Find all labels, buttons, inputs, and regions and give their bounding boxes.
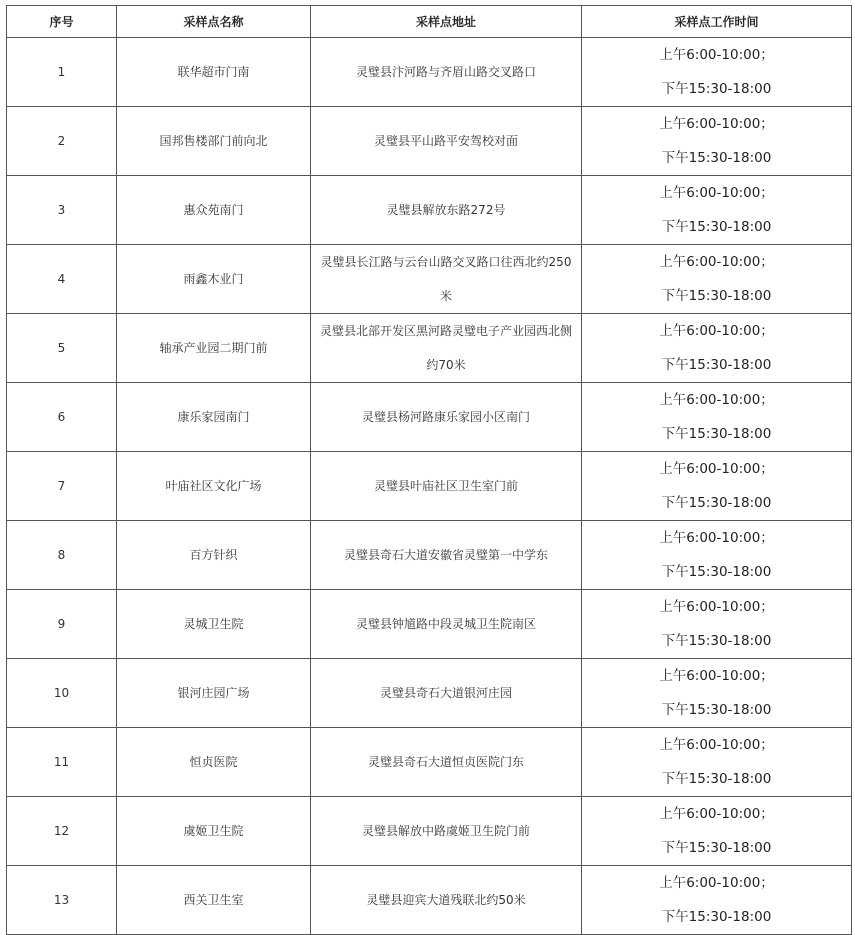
cell-site-address	[311, 107, 582, 176]
cell-site-name: 西关卫生室	[117, 866, 311, 935]
cell-working-hours	[582, 590, 852, 659]
cell-site-address	[311, 797, 582, 866]
cell-site-name: 灵城卫生院	[117, 590, 311, 659]
table-row	[7, 728, 852, 797]
afternoon-hours: 下午15:30-18:00	[661, 840, 772, 856]
morning-hours: 上午6:00-10:00；	[659, 599, 774, 615]
afternoon-hours: 下午15:30-18:00	[661, 357, 772, 373]
afternoon-hours: 下午15:30-18:00	[661, 633, 772, 649]
cell-site-address	[311, 38, 582, 107]
table-row	[7, 797, 852, 866]
cell-site-name: 雨鑫木业门	[117, 245, 311, 314]
site-address-text: 灵璧县解放中路虞姬卫生院门前	[361, 824, 530, 838]
cell-site-address	[311, 314, 582, 383]
cell-serial-number: 7	[7, 452, 117, 521]
cell-site-name: 恒贞医院	[117, 728, 311, 797]
cell-serial-number: 12	[7, 797, 117, 866]
cell-site-address	[311, 521, 582, 590]
afternoon-hours: 下午15:30-18:00	[661, 81, 772, 97]
afternoon-hours: 下午15:30-18:00	[661, 495, 772, 511]
cell-site-address	[311, 659, 582, 728]
cell-site-address	[311, 245, 582, 314]
cell-working-hours	[582, 659, 852, 728]
morning-hours: 上午6:00-10:00；	[659, 185, 774, 201]
cell-working-hours	[582, 452, 852, 521]
cell-site-name: 联华超市门南	[117, 38, 311, 107]
cell-site-address	[311, 728, 582, 797]
table-row	[7, 176, 852, 245]
afternoon-hours: 下午15:30-18:00	[661, 219, 772, 235]
cell-working-hours	[582, 245, 852, 314]
header-site-name: 采样点名称	[117, 6, 311, 38]
morning-hours: 上午6:00-10:00；	[659, 392, 774, 408]
site-address-text: 灵璧县平山路平安驾校对面	[373, 134, 518, 148]
cell-site-name: 国邦售楼部门前向北	[117, 107, 311, 176]
cell-serial-number: 11	[7, 728, 117, 797]
afternoon-hours: 下午15:30-18:00	[661, 564, 772, 580]
cell-site-name: 百方针织	[117, 521, 311, 590]
cell-serial-number: 9	[7, 590, 117, 659]
header-working-hours: 采样点工作时间	[582, 6, 852, 38]
site-address-text: 灵璧县奇石大道安徽省灵璧第一中学东	[343, 548, 548, 562]
table-header-row	[7, 6, 852, 38]
table-row	[7, 314, 852, 383]
cell-site-address	[311, 452, 582, 521]
table-row	[7, 521, 852, 590]
header-serial-number: 序号	[7, 6, 117, 38]
cell-serial-number: 8	[7, 521, 117, 590]
morning-hours: 上午6:00-10:00；	[659, 737, 774, 753]
cell-serial-number: 4	[7, 245, 117, 314]
cell-working-hours	[582, 383, 852, 452]
table-row	[7, 245, 852, 314]
cell-site-name: 虞姬卫生院	[117, 797, 311, 866]
site-address-text: 灵璧县奇石大道恒贞医院门东	[367, 755, 524, 769]
cell-serial-number: 3	[7, 176, 117, 245]
cell-site-name: 轴承产业园二期门前	[117, 314, 311, 383]
table-row	[7, 659, 852, 728]
cell-serial-number: 2	[7, 107, 117, 176]
table-row	[7, 866, 852, 935]
cell-serial-number: 5	[7, 314, 117, 383]
site-address-text: 灵璧县北部开发区黑河路灵璧电子产业园西北侧约70米	[319, 324, 572, 372]
cell-working-hours	[582, 38, 852, 107]
site-address-text: 灵璧县奇石大道银河庄园	[379, 686, 512, 700]
afternoon-hours: 下午15:30-18:00	[661, 150, 772, 166]
morning-hours: 上午6:00-10:00；	[659, 461, 774, 477]
site-address-text: 灵璧县长江路与云台山路交叉路口往西北约250米	[320, 255, 572, 303]
cell-site-name: 叶庙社区文化广场	[117, 452, 311, 521]
table-row	[7, 38, 852, 107]
cell-site-address	[311, 866, 582, 935]
cell-site-name: 银河庄园广场	[117, 659, 311, 728]
morning-hours: 上午6:00-10:00；	[659, 530, 774, 546]
cell-serial-number: 1	[7, 38, 117, 107]
cell-working-hours	[582, 797, 852, 866]
cell-working-hours	[582, 521, 852, 590]
afternoon-hours: 下午15:30-18:00	[661, 702, 772, 718]
cell-site-address	[311, 383, 582, 452]
site-address-text: 灵璧县解放东路272号	[386, 203, 506, 217]
site-address-text: 灵璧县汴河路与齐眉山路交叉路口	[355, 65, 536, 79]
morning-hours: 上午6:00-10:00；	[659, 116, 774, 132]
afternoon-hours: 下午15:30-18:00	[661, 771, 772, 787]
cell-site-name: 惠众苑南门	[117, 176, 311, 245]
table-row	[7, 590, 852, 659]
morning-hours: 上午6:00-10:00；	[659, 323, 774, 339]
cell-serial-number: 10	[7, 659, 117, 728]
cell-working-hours	[582, 728, 852, 797]
cell-working-hours	[582, 866, 852, 935]
table-row	[7, 383, 852, 452]
cell-working-hours	[582, 314, 852, 383]
cell-serial-number: 13	[7, 866, 117, 935]
afternoon-hours: 下午15:30-18:00	[661, 288, 772, 304]
cell-serial-number: 6	[7, 383, 117, 452]
site-address-text: 灵璧县叶庙社区卫生室门前	[373, 479, 518, 493]
morning-hours: 上午6:00-10:00；	[659, 47, 774, 63]
morning-hours: 上午6:00-10:00；	[659, 806, 774, 822]
table-row	[7, 452, 852, 521]
morning-hours: 上午6:00-10:00；	[659, 254, 774, 270]
site-address-text: 灵璧县杨河路康乐家园小区南门	[361, 410, 530, 424]
site-address-text: 灵璧县迎宾大道残联北约50米	[366, 893, 526, 907]
morning-hours: 上午6:00-10:00；	[659, 668, 774, 684]
header-site-address: 采样点地址	[311, 6, 582, 38]
morning-hours: 上午6:00-10:00；	[659, 875, 774, 891]
afternoon-hours: 下午15:30-18:00	[661, 909, 772, 925]
afternoon-hours: 下午15:30-18:00	[661, 426, 772, 442]
site-address-text: 灵璧县钟馗路中段灵城卫生院南区	[355, 617, 536, 631]
cell-working-hours	[582, 176, 852, 245]
table-row	[7, 107, 852, 176]
sampling-sites-table	[6, 5, 852, 935]
cell-site-name: 康乐家园南门	[117, 383, 311, 452]
cell-working-hours	[582, 107, 852, 176]
cell-site-address	[311, 176, 582, 245]
cell-site-address	[311, 590, 582, 659]
